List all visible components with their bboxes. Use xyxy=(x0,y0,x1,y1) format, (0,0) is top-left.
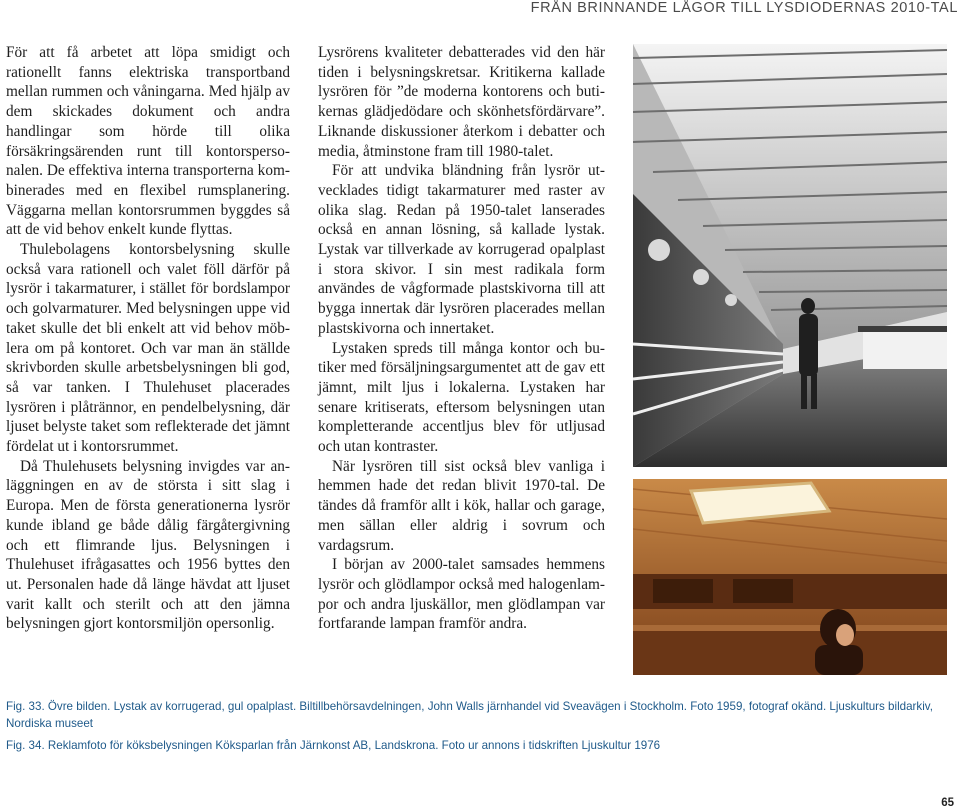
caption-fig-33: Fig. 33. Övre bilden. Lystak av korrugerad, gul opalplast. Biltillbehörsavdelningen, John Walls järnhandel vid Sveavägen i Stockholm. Foto 1959, fotograf okänd. Ljuskulturs bildarkiv, Nordiska museet xyxy=(6,700,933,730)
paragraph: Thulebolagens kontorsbelysning skulle också vara rationell och valet föll därför på lysrör i takarmaturer, i stället för bordslampor och golvarmaturer. Med belysningen uppe vid taket skulle det bli enkelt att vid behov möblera om på kontoret. Och var man än ställde skrivborden skulle arbetsbelysningen bli god, så var tanken. I Thulehuset placerades lysrören i plåtrännor, en pendelbelysning, där ljuset belyste taket som reflekterade det jämnt fördelat ut i kontorsrummet. xyxy=(6,241,290,456)
kitchen-light-photo xyxy=(633,479,947,675)
paragraph: Lysrörens kvaliteter debatterades vid den här tiden i belysningskretsar. Kritikerna kallade lysrören för ”de moderna kontorens och butikernas glädjedödare och skönhetsfördärvare”. Liknande diskussioner återkom i debatter och media, åtminstone fram till 1980-talet. xyxy=(318,44,605,160)
figure-captions xyxy=(6,698,958,759)
caption-fig-34: Fig. 34. Reklamfoto för köksbelysningen Köksparlan från Järnkonst AB, Landskrona. Foto ur annons i tidskriften Ljuskultur 1976 xyxy=(6,739,661,752)
paragraph: För att få arbetet att löpa smidigt och rationellt fanns elektriska transportband mellan rummen och våningarna. Med hjälp av dem skickades dokument och andra handlingar som hörde till olika försäkringsärenden runt till kontorspersonalen. De effektiva interna transporterna kombinerades med en flexibel rumsplanering. Väggarna mellan kontorsrummen byggdes så att de vid behov enkelt kunde flyttas. xyxy=(6,44,290,239)
running-head: FRÅN BRINNANDE LÅGOR TILL LYSDIODERNAS 2010-TAL xyxy=(530,0,958,16)
paragraph: Lystaken spreds till många kontor och butiker med försäljningsargumentet att de gav ett jämnt, milt ljus i lokalerna. Lystaken har senare kritiserats, eftersom belysningen utan kompletterande accentljus blev för utljusad och utan kontraster. xyxy=(318,339,605,456)
paragraph: För att undvika bländning från lysrör utvecklades tidigt takarmaturer med raster av olika slag. Redan på 1950-talet lanserades också en annan lösning, så kallade lystak. Lystak var tillverkade av korrugerad opalplast i stora skivor. I sin mest radikala form användes de vågformade plastskivorna till att bygga innertak där lysrören placerades mellan plastskivorna och innertaket. xyxy=(318,162,605,337)
paragraph: I början av 2000-talet samsades hemmens lysrör och glödlampor också med halogenlampor och andra ljuskällor, men glödlampan var fortfarande lampan framför andra. xyxy=(318,556,605,633)
page-number: 65 xyxy=(941,797,954,809)
paragraph: När lysrören till sist också blev vanliga i hemmen hade det redan blivit 1970-tal. De tändes då framför allt i kök, hallar och garage, men sällan eller aldrig i sovrum och vardagsrum. xyxy=(318,457,605,554)
left-text-column xyxy=(6,43,290,634)
paragraph: Då Thulehusets belysning invigdes var anläggningen en av de största i sitt slag i Europa. Men de första generationerna lysrör kunde ibland ge både dålig färgåtergivning och ett flimrande ljus. Belysningen i Thulehuset ifrågasattes och 1956 byttes den ut. Personalen hade då länge hävdat att ljuset varit kallt och sterilt och att den jämna belysningen gjort kontorsmiljön opersonlig. xyxy=(6,457,290,633)
store-ceiling-photo xyxy=(633,44,947,467)
middle-text-column xyxy=(318,43,605,634)
